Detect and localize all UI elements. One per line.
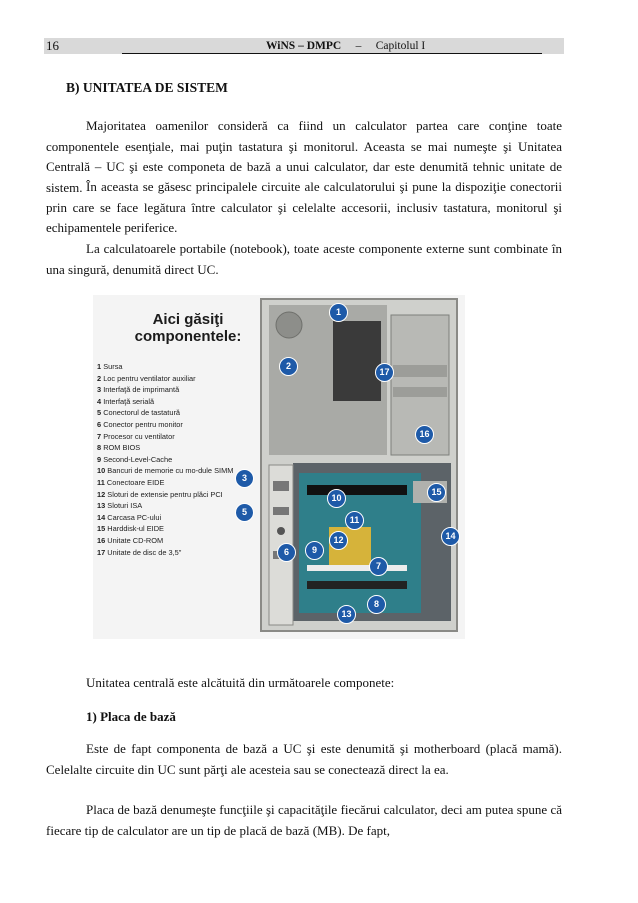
legend-number: 12 [97,489,106,499]
legend-number: 9 [97,454,102,464]
legend-item [97,454,275,466]
marker-9: 9 [305,541,324,560]
legend-label: Conector pentru monitor [103,419,183,429]
psu-fan-grille [276,312,302,338]
marker-8: 8 [367,595,386,614]
legend-number: 14 [97,512,106,522]
marker-3: 3 [235,469,254,488]
legend-number: 11 [97,477,105,487]
intro-line: Unitatea centrală este alcătuită din următoarele componete: [86,675,395,690]
legend-label: Conectoare EIDE [106,477,165,487]
port-keyboard [277,527,285,535]
legend-label: Interfaţă de imprimantă [103,385,180,395]
marker-10: 10 [327,489,346,508]
legend-number: 4 [97,396,102,406]
legend-label: Carcasa PC-ului [107,512,162,522]
paragraph-1: Majoritatea oamenilor consideră ca fiind un calculator partea care conţine toate componentele esenţiale, mai puţin tastatura şi monitorul. Aceasta se mai numeşte şi Unitatea Centrală – UC şi este componeta de bază a unui calculator, dar este denumită tehnic unitate de sistem. [46,118,562,195]
marker-12: 12 [329,531,348,550]
figure-title-line-2: componentele: [134,328,242,345]
legend-item [97,396,275,408]
marker-1: 1 [329,303,348,322]
legend-item [97,361,275,373]
marker-7: 7 [369,557,388,576]
legend-number: 16 [97,535,106,545]
legend-number: 6 [97,419,102,429]
running-title-left: WiNS [266,40,296,52]
marker-6: 6 [277,543,296,562]
legend-label: Sursa [103,362,123,371]
legend-number: 2 [97,373,102,383]
page-number: 16 [46,38,59,53]
legend-number: 13 [97,501,106,511]
legend-item [97,442,275,454]
legend-label: Sloturi de extensie pentru plăci PCI [107,489,223,499]
legend-number: 5 [97,408,102,418]
marker-5: 5 [235,503,254,522]
marker-13: 13 [337,605,356,624]
port-parallel [273,481,289,491]
cd-rom-drive [393,365,447,377]
page-header [44,38,564,54]
paragraph-3: La calculatoarele portabile (notebook), toate aceste componente externe sunt combinate în una singură, denumită direct UC. [46,241,562,277]
legend-item [97,373,275,385]
figure-title-line-1: Aici găsiţi [152,311,224,328]
legend-number: 7 [97,431,102,441]
legend-item [97,384,275,396]
legend-item [97,523,275,535]
legend-label: Bancuri de memorie cu mo-dule SIMM [107,466,234,476]
legend-number: 3 [97,385,102,395]
legend-item [97,547,275,559]
chapter-label: Capitolul I [375,40,426,52]
section-title: B) UNITATEA DE SISTEM [66,80,228,95]
floppy-drive [393,387,447,397]
running-title-dash: – [298,40,304,52]
marker-15: 15 [427,483,446,502]
running-title-separator: – [355,40,362,52]
simm-slots [307,485,407,495]
legend-label: Unitate CD-ROM [107,535,164,545]
legend-label: Sloturi ISA [107,501,143,511]
legend-number: 1 [97,362,102,371]
legend-label: Harddisk-ul EIDE [107,524,164,534]
marker-17: 17 [375,363,394,382]
paragraph-4: Este de fapt componenta de bază a UC şi este denumită şi motherboard (placă mamă). Celelalte circuite din UC sunt părţi ale acesteia sau se conectează direct la ea. [46,741,562,777]
pc-components-figure [93,295,465,639]
pci-slots [307,565,407,571]
paragraph-5: Placa de bază denumeşte funcţiile şi capacităţile fiecărui calculator, deci am putea spune că fiecare tip de calculator are un tip de placă de bază (MB). De fapt, [46,802,562,838]
legend-label: Loc pentru ventilator auxiliar [103,373,196,383]
running-title-dmpc: DMPC [306,40,342,52]
legend-label: Second-Level-Cache [103,454,173,464]
legend-label: Conectorul de tastatură [103,408,181,418]
port-serial [273,507,289,515]
marker-11: 11 [345,511,364,530]
legend-number: 10 [97,466,106,476]
legend-item [97,407,275,419]
component-legend [97,361,275,558]
marker-14: 14 [441,527,460,546]
subsection-title: 1) Placa de bază [86,709,176,724]
figure-title [113,311,263,345]
legend-label: Interfaţă serială [103,396,155,406]
legend-label: ROM BIOS [103,443,141,453]
marker-16: 16 [415,425,434,444]
legend-item [97,489,275,501]
legend-number: 8 [97,443,102,453]
legend-item [97,431,275,443]
paragraph-2: În aceasta se găsesc principalele circuite ale calculatorului şi pune la dispoziţie conectorii prin care se face legătura între calculator şi celelalte accesorii, inclusiv tastatura, monitorul şi echipamentele periferice. [46,179,562,235]
isa-slots [307,581,407,589]
legend-number: 17 [97,547,106,557]
legend-item [97,535,275,547]
legend-label: Unitate de disc de 3,5" [107,547,182,557]
legend-label: Procesor cu ventilator [103,431,175,441]
running-title [266,38,425,54]
legend-item [97,419,275,431]
cable-bundle [333,321,381,401]
marker-2: 2 [279,357,298,376]
legend-number: 15 [97,524,106,534]
